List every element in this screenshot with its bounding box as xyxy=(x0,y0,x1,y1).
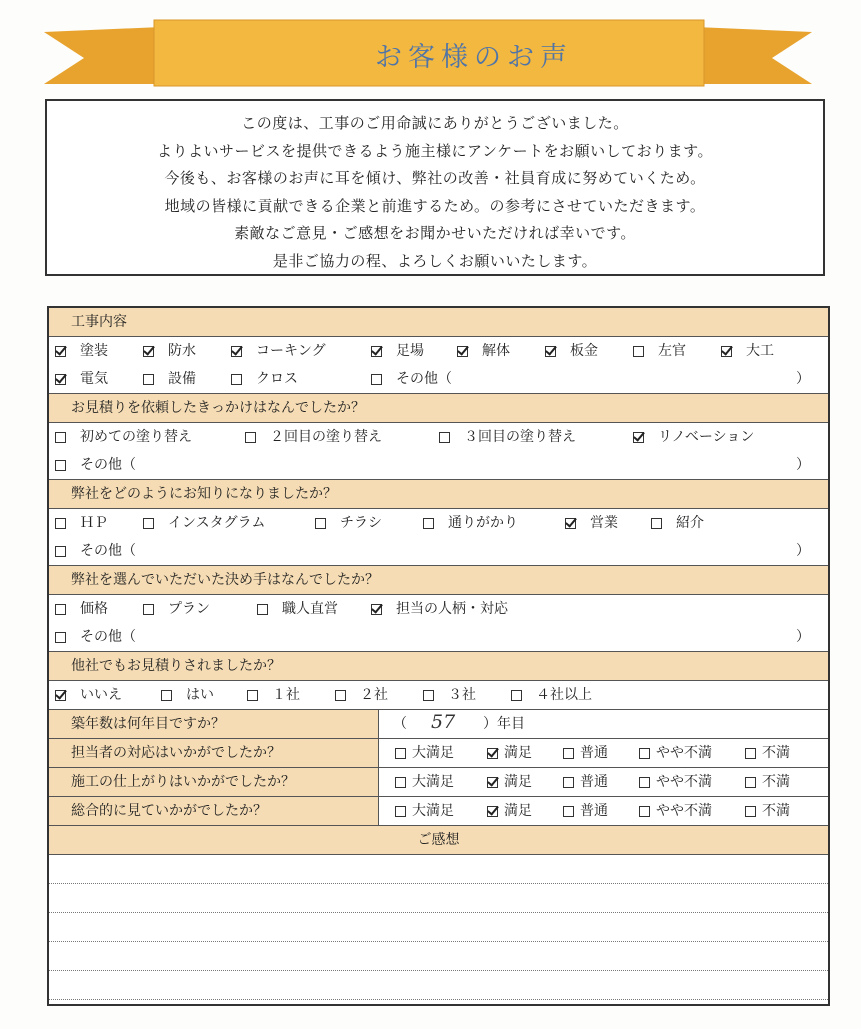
checkbox-checked-icon[interactable] xyxy=(633,432,644,443)
checkbox-option[interactable] xyxy=(721,337,774,365)
rating-option[interactable] xyxy=(563,739,608,767)
checkbox-checked-icon[interactable] xyxy=(487,777,498,788)
rating-row-overall xyxy=(49,797,828,826)
checkbox-checked-icon[interactable] xyxy=(143,346,154,357)
rating-option[interactable] xyxy=(563,768,608,796)
option-label: その他（ xyxy=(396,371,452,387)
checkbox-icon[interactable] xyxy=(745,806,756,817)
option-label: 普通 xyxy=(580,774,608,790)
option-label: プラン xyxy=(168,601,210,617)
checkbox-icon[interactable] xyxy=(745,777,756,788)
rating-row-staff xyxy=(49,739,828,768)
intro-box xyxy=(45,99,825,276)
option-label: 解体 xyxy=(482,343,510,359)
rating-option[interactable] xyxy=(487,768,532,796)
checkbox-option[interactable] xyxy=(257,595,338,623)
rating-option[interactable] xyxy=(395,797,454,825)
option-label: 電気 xyxy=(80,371,108,387)
checkbox-option[interactable] xyxy=(565,509,618,537)
ruled-line xyxy=(49,971,828,1000)
rating-option[interactable] xyxy=(563,797,608,825)
checkbox-option[interactable] xyxy=(423,681,476,709)
ruled-line xyxy=(49,884,828,913)
checkbox-icon[interactable] xyxy=(395,748,406,759)
checkbox-option-other[interactable] xyxy=(55,537,136,565)
option-label: いいえ xyxy=(80,687,122,703)
checkbox-option[interactable] xyxy=(633,423,754,451)
option-label: 左官 xyxy=(658,343,686,359)
checkbox-option[interactable] xyxy=(247,681,300,709)
option-label: 設備 xyxy=(168,371,196,387)
option-label: ＨＰ xyxy=(80,515,108,531)
checkbox-icon[interactable] xyxy=(395,777,406,788)
checkbox-option[interactable] xyxy=(439,423,576,451)
option-label: 大満足 xyxy=(412,803,454,819)
rating-option[interactable] xyxy=(745,768,790,796)
checkbox-icon[interactable] xyxy=(563,806,574,817)
option-label: その他（ xyxy=(80,457,136,473)
checkbox-option[interactable] xyxy=(55,337,108,365)
option-label: ２社 xyxy=(360,687,388,703)
checkbox-icon[interactable] xyxy=(335,690,346,701)
age-suffix: ）年目 xyxy=(483,716,525,732)
checkbox-checked-icon[interactable] xyxy=(55,346,66,357)
checkbox-option-other[interactable] xyxy=(55,623,136,651)
option-label: 満足 xyxy=(504,745,532,761)
checkbox-option-other[interactable] xyxy=(55,451,136,479)
option-row xyxy=(49,537,828,565)
option-row xyxy=(49,365,828,393)
option-row xyxy=(49,681,828,709)
option-label: 初めての塗り替え xyxy=(80,429,192,445)
checkbox-checked-icon[interactable] xyxy=(565,518,576,529)
rating-label: 施工の仕上がりはいかがでしたか？ xyxy=(49,768,379,796)
option-label: チラシ xyxy=(340,515,382,531)
checkbox-icon[interactable] xyxy=(143,604,154,615)
option-label: 不満 xyxy=(762,803,790,819)
option-label: 満足 xyxy=(504,803,532,819)
checkbox-option[interactable] xyxy=(55,509,108,537)
option-label: クロス xyxy=(256,371,298,387)
rating-options xyxy=(379,797,828,825)
section-title-trigger: お見積りを依頼したきっかけはなんでしたか？ xyxy=(49,394,828,423)
rating-options xyxy=(379,768,828,796)
option-label: 板金 xyxy=(570,343,598,359)
option-label: コーキング xyxy=(256,343,326,359)
checkbox-checked-icon[interactable] xyxy=(457,346,468,357)
intro-line: 地域の皆様に貢献できる企業と前進するため。の参考にさせていただきます。 xyxy=(164,196,706,215)
checkbox-icon[interactable] xyxy=(633,346,644,357)
checkbox-icon[interactable] xyxy=(315,518,326,529)
option-label: 職人直営 xyxy=(282,601,338,617)
checkbox-checked-icon[interactable] xyxy=(371,346,382,357)
checkbox-checked-icon[interactable] xyxy=(371,604,382,615)
checkbox-icon[interactable] xyxy=(257,604,268,615)
checkbox-option[interactable] xyxy=(335,681,388,709)
age-row xyxy=(49,710,828,739)
checkbox-icon[interactable] xyxy=(563,748,574,759)
option-row xyxy=(49,623,828,651)
checkbox-icon[interactable] xyxy=(651,518,662,529)
checkbox-checked-icon[interactable] xyxy=(231,346,242,357)
checkbox-icon[interactable] xyxy=(231,374,242,385)
rating-option[interactable] xyxy=(487,739,532,767)
section-title-decision: 弊社を選んでいただいた決め手はなんでしたか？ xyxy=(49,566,828,595)
checkbox-option[interactable] xyxy=(55,595,108,623)
checkbox-icon[interactable] xyxy=(55,604,66,615)
section-title-source: 弊社をどのようにお知りになりましたか？ xyxy=(49,480,828,509)
checkbox-checked-icon[interactable] xyxy=(487,806,498,817)
option-label: やや不満 xyxy=(656,803,712,819)
checkbox-icon[interactable] xyxy=(143,374,154,385)
ruled-line xyxy=(49,913,828,942)
option-label: 不満 xyxy=(762,745,790,761)
close-paren: ） xyxy=(796,629,810,645)
checkbox-checked-icon[interactable] xyxy=(55,690,66,701)
option-label: 普通 xyxy=(580,745,608,761)
option-label: リノベーション xyxy=(658,429,755,445)
age-open-paren: （ xyxy=(393,716,407,732)
checkbox-option-other[interactable] xyxy=(371,365,452,393)
close-paren: ） xyxy=(796,371,810,387)
option-row xyxy=(49,509,828,537)
option-label: 塗装 xyxy=(80,343,108,359)
checkbox-icon[interactable] xyxy=(395,806,406,817)
checkbox-option[interactable] xyxy=(545,337,598,365)
checkbox-option[interactable] xyxy=(633,337,686,365)
checkbox-option[interactable] xyxy=(457,337,510,365)
checkbox-option[interactable] xyxy=(55,681,122,709)
option-label: 満足 xyxy=(504,774,532,790)
rating-option[interactable] xyxy=(745,797,790,825)
option-label: 大満足 xyxy=(412,745,454,761)
checkbox-option[interactable] xyxy=(161,681,214,709)
checkbox-checked-icon[interactable] xyxy=(487,748,498,759)
section-others-options xyxy=(49,681,828,710)
title-banner xyxy=(44,14,812,96)
survey-form xyxy=(47,306,830,1006)
checkbox-option[interactable] xyxy=(423,509,518,537)
checkbox-option[interactable] xyxy=(231,365,298,393)
checkbox-icon[interactable] xyxy=(247,690,258,701)
rating-option[interactable] xyxy=(487,797,532,825)
option-label: 大工 xyxy=(746,343,774,359)
intro-line: この度は、工事のご用命誠にありがとうございました。 xyxy=(241,114,629,132)
checkbox-icon[interactable] xyxy=(423,518,434,529)
option-label: ４社以上 xyxy=(536,687,592,703)
option-label: やや不満 xyxy=(656,774,712,790)
checkbox-option[interactable] xyxy=(55,365,108,393)
option-row xyxy=(49,595,828,623)
rating-label: 総合的に見ていかがでしたか？ xyxy=(49,797,379,825)
option-label: 足場 xyxy=(396,343,424,359)
checkbox-option[interactable] xyxy=(315,509,382,537)
option-label: 不満 xyxy=(762,774,790,790)
checkbox-icon[interactable] xyxy=(55,632,66,643)
section-source-options xyxy=(49,509,828,566)
checkbox-option[interactable] xyxy=(245,423,382,451)
section-title-work: 工事内容 xyxy=(49,308,828,337)
close-paren: ） xyxy=(796,543,810,559)
option-label: 防水 xyxy=(168,343,196,359)
section-decision-options xyxy=(49,595,828,652)
checkbox-option[interactable] xyxy=(511,681,592,709)
intro-line: 是非ご協力の程、よろしくお願いいたします。 xyxy=(272,251,598,270)
option-label: 営業 xyxy=(590,515,618,531)
checkbox-option[interactable] xyxy=(651,509,704,537)
option-row xyxy=(49,451,828,479)
checkbox-icon[interactable] xyxy=(143,518,154,529)
rating-option[interactable] xyxy=(639,739,712,767)
rating-label: 担当者の対応はいかがでしたか？ xyxy=(49,739,379,767)
option-row xyxy=(49,423,828,451)
checkbox-option[interactable] xyxy=(371,337,424,365)
checkbox-option[interactable] xyxy=(371,595,508,623)
checkbox-icon[interactable] xyxy=(371,374,382,385)
rating-options xyxy=(379,739,828,767)
age-value[interactable]: 57 xyxy=(431,711,456,733)
checkbox-icon[interactable] xyxy=(439,432,450,443)
checkbox-checked-icon[interactable] xyxy=(721,346,732,357)
option-label: はい xyxy=(186,687,214,703)
close-paren: ） xyxy=(796,457,810,473)
checkbox-option[interactable] xyxy=(55,423,192,451)
option-label: やや不満 xyxy=(656,745,712,761)
checkbox-icon[interactable] xyxy=(423,690,434,701)
checkbox-icon[interactable] xyxy=(161,690,172,701)
checkbox-icon[interactable] xyxy=(639,806,650,817)
checkbox-icon[interactable] xyxy=(745,748,756,759)
section-trigger-options xyxy=(49,423,828,480)
checkbox-option[interactable] xyxy=(143,595,210,623)
checkbox-option[interactable] xyxy=(231,337,326,365)
intro-line: 今後も、お客様のお声に耳を傾け、弊社の改善・社員育成に努めていくため。 xyxy=(164,169,706,187)
rating-option[interactable] xyxy=(395,739,454,767)
option-label: 通りがかり xyxy=(448,515,518,531)
option-label: 担当の人柄・対応 xyxy=(396,601,508,617)
checkbox-checked-icon[interactable] xyxy=(545,346,556,357)
option-label: その他（ xyxy=(80,629,136,645)
comments-title: ご感想 xyxy=(49,826,828,855)
checkbox-icon[interactable] xyxy=(511,690,522,701)
section-work-options xyxy=(49,337,828,394)
option-row xyxy=(49,337,828,365)
ruled-line xyxy=(49,1000,828,1029)
checkbox-icon[interactable] xyxy=(55,432,66,443)
checkbox-icon[interactable] xyxy=(563,777,574,788)
checkbox-option[interactable] xyxy=(143,337,196,365)
option-label: ２回目の塗り替え xyxy=(270,429,382,445)
ruled-line xyxy=(49,942,828,971)
option-label: 価格 xyxy=(80,601,108,617)
rating-option[interactable] xyxy=(745,739,790,767)
checkbox-option[interactable] xyxy=(143,365,196,393)
option-label: インスタグラム xyxy=(168,515,266,531)
intro-line: 素敵なご意見・ご感想をお聞かせいただければ幸いです。 xyxy=(234,224,636,242)
rating-row-finish xyxy=(49,768,828,797)
option-label: 大満足 xyxy=(412,774,454,790)
option-label: ３回目の塗り替え xyxy=(464,429,576,445)
rating-option[interactable] xyxy=(395,768,454,796)
option-label: その他（ xyxy=(80,543,136,559)
ruled-line xyxy=(49,855,828,884)
age-answer xyxy=(379,710,828,738)
checkbox-icon[interactable] xyxy=(55,460,66,471)
checkbox-icon[interactable] xyxy=(55,546,66,557)
rating-option[interactable] xyxy=(639,797,712,825)
option-label: ３社 xyxy=(448,687,476,703)
option-label: 普通 xyxy=(580,803,608,819)
checkbox-checked-icon[interactable] xyxy=(55,374,66,385)
option-label: １社 xyxy=(272,687,300,703)
section-title-others: 他社でもお見積りされましたか？ xyxy=(49,652,828,681)
checkbox-icon[interactable] xyxy=(55,518,66,529)
checkbox-icon[interactable] xyxy=(245,432,256,443)
checkbox-icon[interactable] xyxy=(639,777,650,788)
intro-line: よりよいサービスを提供できるよう施主様にアンケートをお願いしております。 xyxy=(157,141,713,160)
option-label: 紹介 xyxy=(676,515,704,531)
checkbox-icon[interactable] xyxy=(639,748,650,759)
age-label: 築年数は何年目ですか？ xyxy=(49,710,379,738)
checkbox-option[interactable] xyxy=(143,509,265,537)
banner-title: お客様のお声 xyxy=(375,42,573,73)
comments-area[interactable] xyxy=(49,855,828,1029)
rating-option[interactable] xyxy=(639,768,712,796)
